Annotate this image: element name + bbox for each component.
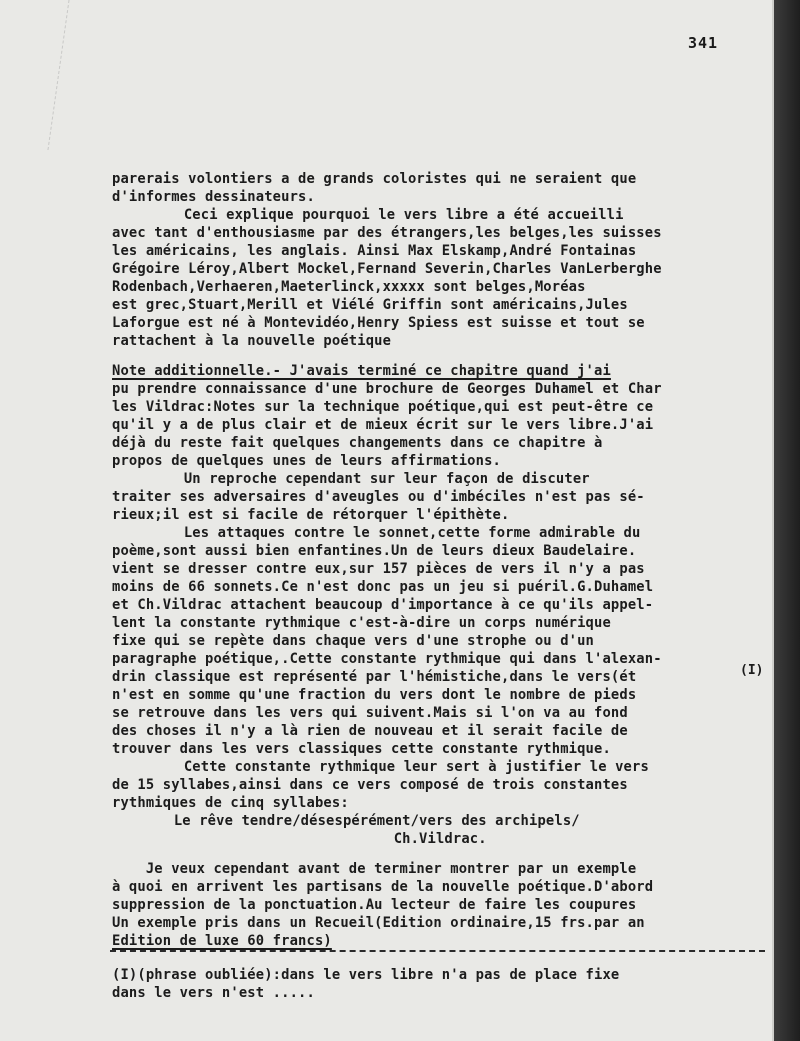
text-line: parerais volontiers a de grands coloristes qui ne seraient que [112,171,637,187]
text-line: à quoi en arrivent les partisans de la nouvelle poétique.D'abord [112,879,654,895]
text-line: vient se dresser contre eux,sur 157 pièces de vers il n'y a pas [112,561,645,577]
footnote-line: dans le vers n'est ..... [112,985,315,1001]
verse-quote-line: Le rêve tendre/désespérément/vers des archipels/ [140,813,580,829]
text-line: Edition de luxe 60 francs) [112,933,332,949]
text-line: d'informes dessinateurs. [112,189,315,205]
verse-attribution: Ch.Vildrac. [140,831,487,847]
note-heading-line: Note additionnelle.- J'avais terminé ce chapitre quand j'ai [112,363,611,379]
text-line: les américains, les anglais. Ainsi Max Elskamp,André Fontainas [112,243,637,259]
text-line: Cette constante rythmique leur sert à justifier le vers [150,759,649,775]
text-line: Un reproche cependant sur leur façon de discuter [150,471,590,487]
text-line: trouver dans les vers classiques cette constante rythmique. [112,741,611,757]
text-line: se retrouve dans les vers qui suivent.Mais si l'on va au fond [112,705,628,721]
text-line: est grec,Stuart,Merill et Viélé Griffin sont américains,Jules [112,297,628,313]
text-line: lent la constante rythmique c'est-à-dire un corps numérique [112,615,611,631]
text-line: moins de 66 sonnets.Ce n'est donc pas un jeu si puéril.G.Duhamel [112,579,654,595]
text-line: n'est en somme qu'une fraction du vers dont le nombre de pieds [112,687,637,703]
scanner-edge [774,0,800,1041]
text-line: paragraphe poétique,.Cette constante rythmique qui dans l'alexan- [112,651,662,667]
text-line: Grégoire Léroy,Albert Mockel,Fernand Severin,Charles VanLerberghe [112,261,662,277]
text-line: de 15 syllabes,ainsi dans ce vers composé de trois constantes [112,777,628,793]
page-number: 341 [688,34,719,52]
text-line: traiter ses adversaires d'aveugles ou d'imbéciles n'est pas sé- [112,489,645,505]
text-line: pu prendre connaissance d'une brochure de Georges Duhamel et Char [112,381,662,397]
text-line: Les attaques contre le sonnet,cette forme admirable du [150,525,641,541]
text-line: qu'il y a de plus clair et de mieux écrit sur le vers libre.J'ai [112,417,654,433]
text-line: suppression de la ponctuation.Au lecteur de faire les coupures [112,897,637,913]
text-line: rattachent à la nouvelle poétique [112,333,392,349]
text-line: rythmiques de cinq syllabes: [112,795,349,811]
text-line: fixe qui se repète dans chaque vers d'une strophe ou d'un [112,633,595,649]
text-line: avec tant d'enthousiasme par des étrangers,les belges,les suisses [112,225,662,241]
text-line: rieux;il est si facile de rétorquer l'épithète. [112,507,510,523]
text-line: Un exemple pris dans un Recueil(Edition ordinaire,15 frs.par an [112,915,645,931]
footnote-separator [110,950,765,952]
text-line: des choses il n'y a là rien de nouveau et il serait facile de [112,723,628,739]
text-line: poème,sont aussi bien enfantines.Un de leurs dieux Baudelaire. [112,543,637,559]
text-line: drin classique est représenté par l'hémistiche,dans le vers(ét [112,669,637,685]
text-line: Je veux cependant avant de terminer montrer par un exemple [112,861,637,877]
text-line: et Ch.Vildrac attachent beaucoup d'importance à ce qu'ils appel- [112,597,654,613]
footnote-line: (I)(phrase oubliée):dans le vers libre n'a pas de place fixe [112,967,620,983]
text-line: Ceci explique pourquoi le vers libre a été accueilli [150,207,624,223]
text-line: Rodenbach,Verhaeren,Maeterlinck,xxxxx sont belges,Moréas [112,279,586,295]
text-line: déjà du reste fait quelques changements dans ce chapitre à [112,435,603,451]
footnote-marker: (I) [740,663,764,678]
text-line: les Vildrac:Notes sur la technique poétique,qui est peut-être ce [112,399,654,415]
text-line: propos de quelques unes de leurs affirmations. [112,453,501,469]
text-line: Laforgue est né à Montevidéo,Henry Spiess est suisse et tout se [112,315,645,331]
